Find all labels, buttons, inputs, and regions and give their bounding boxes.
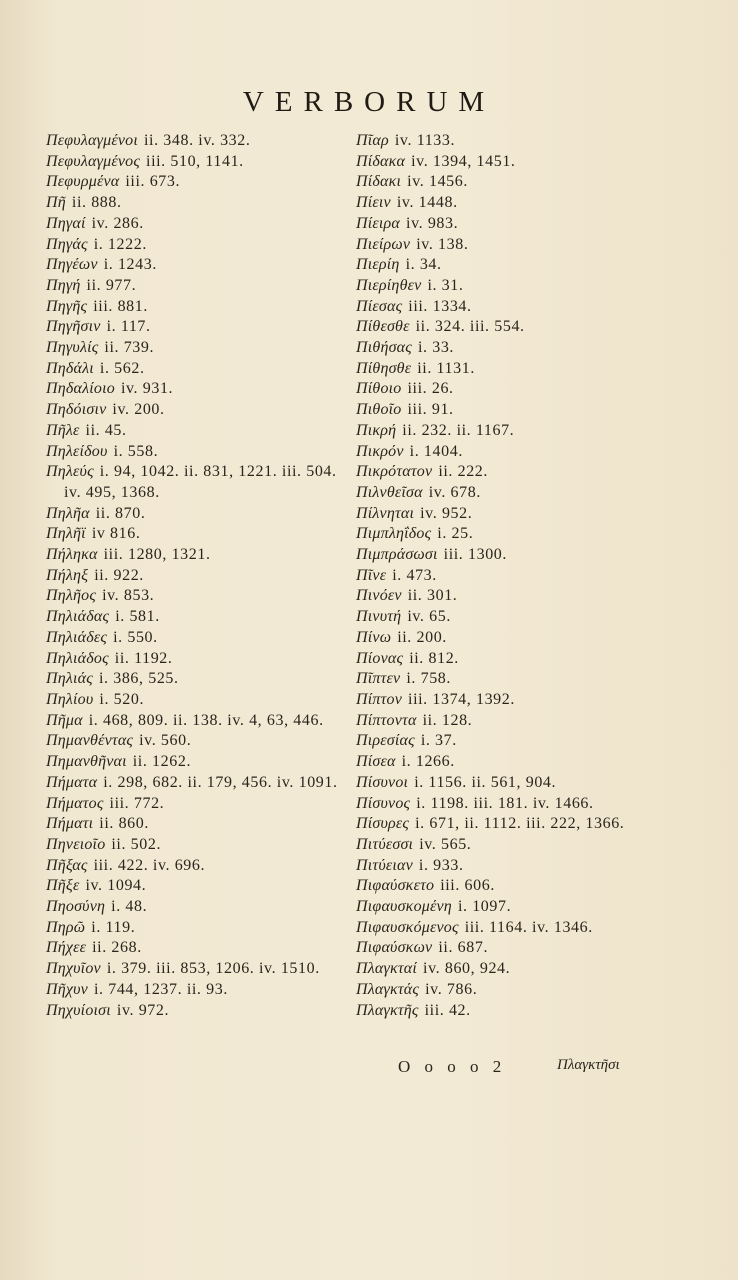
entry-references: i. 468, 809. ii. 138. iv. 4, 63, 446. [88,711,324,729]
index-entry [356,214,656,235]
index-entry [356,938,656,959]
index-entry [46,172,342,193]
entry-headword: Πίθησθε [356,359,412,377]
index-entry [356,794,656,815]
entry-references: i. 298, 682. ii. 179, 456. iv. 1091. [103,773,338,791]
entry-headword: Πήχεε [46,939,87,957]
entry-references: ii. 812. [409,649,459,667]
index-entry [356,607,656,628]
entry-references: iii. 1164. iv. 1346. [464,918,593,936]
entry-headword: Πιμπράσωσι [356,546,438,564]
index-entry [356,731,656,752]
entry-headword: Πικρή [356,421,397,439]
entry-headword: Πηγέων [46,256,98,274]
index-entry [46,959,342,980]
index-entry [356,566,656,587]
entry-headword: Πηλιάδος [46,649,109,667]
index-entry [46,524,342,545]
entry-headword: Πήματα [46,773,98,791]
index-entry [356,711,656,732]
index-entry [356,918,656,939]
entry-references: i. 386, 525. [98,670,179,688]
entry-headword: Πίλνηται [356,504,415,522]
entry-headword: Πήματι [46,815,94,833]
entry-headword: Πῆμα [46,711,83,729]
index-entry [46,255,342,276]
entry-references: i. 25. [437,525,474,543]
entry-references: i. 1097. [457,898,512,916]
index-entry [356,649,656,670]
index-entry [356,773,656,794]
index-entry [356,856,656,877]
entry-headword: Πιερίη [356,256,400,274]
index-entry [46,607,342,628]
index-entry [356,255,656,276]
entry-references: ii. 1131. [417,359,475,377]
entry-headword: Πηνειοῖο [46,835,106,853]
index-entry [356,524,656,545]
entry-references: ii. 739. [104,339,155,357]
index-entry [46,297,342,318]
entry-headword: Πλαγκτάς [356,980,420,998]
entry-references: i. 1222. [93,235,147,253]
entry-references: iii. 1374, 1392. [408,690,515,708]
entry-headword: Πεφυλαγμένος [46,152,141,170]
entry-references: ii. 870. [95,504,146,522]
entry-references: iv 816. [91,525,141,543]
entry-references: iv. 1448. [396,194,458,212]
entry-headword: Πίεσας [356,297,403,315]
index-entry [46,897,342,918]
entry-headword: Πιθοῖο [356,401,402,419]
entry-references: ii. 977. [86,276,137,294]
entry-references: ii. 128. [422,711,473,729]
entry-headword: Πίθεσθε [356,318,410,336]
entry-headword: Πιτύειαν [356,856,413,874]
index-entry [356,980,656,1001]
entry-headword: Πιφαύσκετο [356,877,435,895]
index-entry [356,462,656,483]
entry-headword: Πηγυλίς [46,339,99,357]
index-entry [46,938,342,959]
entry-references: ii. 232. ii. 1167. [402,421,515,439]
entry-headword: Πηλιάδες [46,628,108,646]
entry-headword: Πήληκα [46,546,98,564]
index-entry [356,359,656,380]
index-entry [356,814,656,835]
index-entry [356,297,656,318]
entry-headword: Πηλῆος [46,587,97,605]
entry-references: iv. 65. [407,608,451,626]
entry-headword: Πηγαί [46,214,86,232]
entry-headword: Πηχυίοισι [46,1001,111,1019]
entry-references: iii. 606. [440,877,495,895]
index-entry [46,379,342,400]
entry-references: iii. 772. [109,794,165,812]
index-entry [356,586,656,607]
entry-references: ii. 1192. [114,649,173,667]
index-column-right [356,131,656,1021]
entry-headword: Πίθοιο [356,380,402,398]
entry-headword: Πίδακι [356,173,402,191]
index-entry [46,566,342,587]
index-entry [46,442,342,463]
entry-headword: Πηλιάδας [46,608,110,626]
entry-headword: Πηγάς [46,235,88,253]
index-entry [46,193,342,214]
entry-references: iv. 983. [406,214,459,232]
entry-references: i. 33. [417,339,455,357]
entry-headword: Πηλεύς [46,463,94,481]
entry-headword: Πινόεν [356,587,402,605]
index-entry [356,545,656,566]
index-entry [46,462,342,503]
entry-references: iii. 673. [125,173,181,191]
index-entry [46,918,342,939]
index-entry [356,442,656,463]
entry-headword: Πιερίηθεν [356,276,422,294]
index-entry [356,421,656,442]
entry-references: ii. 324. iii. 554. [415,318,525,336]
entry-headword: Πικρόν [356,442,404,460]
entry-headword: Πηγῆσιν [46,318,101,336]
entry-references: iii. 1280, 1321. [103,546,211,564]
signature-mark: O o o o 2 [398,1057,507,1076]
entry-headword: Πίσυνος [356,794,411,812]
index-entry [356,172,656,193]
entry-headword: Πίσεα [356,753,396,771]
entry-headword: Πίδακα [356,152,406,170]
index-entry [356,752,656,773]
entry-headword: Πιείρων [356,235,411,253]
entry-references: iv. 972. [116,1001,170,1019]
entry-references: iii. 1334. [408,297,472,315]
entry-headword: Πηλίου [46,690,94,708]
entry-references: iv. 786. [425,980,478,998]
entry-references: iv. 138. [416,235,469,253]
index-entry [46,504,342,525]
index-entry [46,835,342,856]
index-entry [356,338,656,359]
entry-references: i. 1198. iii. 181. iv. 1466. [416,794,594,812]
index-entry [356,235,656,256]
entry-references: iv. 678. [428,483,481,501]
entry-references: i. 1404. [409,442,463,460]
index-entry [46,794,342,815]
entry-headword: Πημανθῆναι [46,753,127,771]
entry-headword: Πιθήσας [356,339,412,357]
entry-references: i. 1243. [103,256,157,274]
index-entry [46,586,342,607]
entry-headword: Πιφαυσκόμενος [356,918,459,936]
entry-headword: Πηγή [46,276,81,294]
index-entry [356,379,656,400]
entry-headword: Πηλείδου [46,442,108,460]
index-entry [356,959,656,980]
entry-references: i. 473. [392,566,437,584]
entry-references: iv. 565. [419,835,472,853]
entry-headword: Πίπτοντα [356,711,417,729]
index-entry [356,317,656,338]
entry-headword: Πῖαρ [356,132,389,149]
index-entry [356,504,656,525]
entry-headword: Πηρῶ [46,918,86,936]
entry-references: i. 758. [406,670,452,688]
index-entry [46,338,342,359]
index-entry [356,131,656,152]
entry-references: ii. 301. [407,587,458,605]
index-entry [46,752,342,773]
index-entry [46,669,342,690]
entry-references: i. 37. [420,732,457,750]
index-entry [46,152,342,173]
index-entry [46,400,342,421]
index-entry [356,690,656,711]
entry-headword: Πῆλε [46,421,80,439]
entry-references: i. 117. [106,318,151,336]
entry-headword: Πιφαύσκων [356,939,433,957]
index-entry [46,690,342,711]
entry-headword: Πεφυλαγμένοι [46,132,138,149]
index-entry [46,649,342,670]
index-entry [46,545,342,566]
entry-headword: Πῖνε [356,566,387,584]
entry-references: iv. 1456. [407,173,468,191]
entry-headword: Πηγῆς [46,297,88,315]
entry-references: ii. 502. [111,835,162,853]
index-entry [356,400,656,421]
entry-references: i. 562. [99,359,145,377]
entry-headword: Πιφαυσκομένη [356,898,452,916]
entry-headword: Πῆχυν [46,980,88,998]
entry-references: iii. 422. iv. 696. [93,856,206,874]
index-entry [46,421,342,442]
catchword: Πλαγκτῆσι [557,1057,620,1073]
entry-references: iv. 1094. [85,877,147,895]
entry-references: ii. 268. [92,939,142,957]
entry-references: iv. 1133. [394,132,456,149]
entry-references: i. 31. [427,276,464,294]
entry-references: iv. 952. [420,504,473,522]
entry-references: iv. 200. [112,401,165,419]
entry-references: iv. 286. [91,214,144,232]
entry-references: iv. 560. [139,732,192,750]
entry-references: i. 1266. [401,753,455,771]
entry-headword: Πεφυρμένα [46,173,120,191]
index-entry [356,276,656,297]
entry-references: i. 744, 1237. ii. 93. [93,980,228,998]
entry-headword: Πηλιάς [46,670,93,688]
entry-headword: Πίονας [356,649,404,667]
entry-headword: Πιτύεσσι [356,835,414,853]
entry-references: iii. 26. [407,380,454,398]
index-entry [356,669,656,690]
entry-references: ii. 888. [71,194,122,212]
entry-headword: Πηχυῖον [46,960,101,978]
index-entry [46,359,342,380]
entry-references: ii. 222. [438,463,489,481]
entry-headword: Πίειν [356,194,391,212]
entry-headword: Πηλῆα [46,504,90,522]
entry-headword: Πικρότατον [356,463,433,481]
entry-headword: Πινυτή [356,608,402,626]
entry-references: i. 933. [418,856,464,874]
running-header: VERBORUM [242,86,496,118]
entry-headword: Πιλνθεῖσα [356,483,423,501]
entry-headword: Πίσυρες [356,815,410,833]
entry-references: i. 550. [113,628,158,646]
index-entry [46,131,342,152]
entry-references: iv. 860, 924. [423,960,511,978]
index-entry [46,731,342,752]
entry-references: iii. 91. [407,401,454,419]
entry-references: ii. 200. [397,628,447,646]
index-entry [46,773,342,794]
index-entry [356,897,656,918]
entry-headword: Πιμπληΐδος [356,525,432,543]
entry-references: i. 94, 1042. ii. 831, 1221. iii. 504. iv. 495, 1368. [64,463,337,501]
index-entry [356,628,656,649]
entry-headword: Πηδαλίοιο [46,380,115,398]
entry-references: ii. 860. [99,815,149,833]
index-entry [46,276,342,297]
entry-headword: Πίειρα [356,214,401,232]
entry-references: ii. 1262. [132,753,192,771]
entry-references: iii. 881. [93,297,148,315]
entry-references: i. 671, ii. 1112. iii. 222, 1366. [415,815,625,833]
entry-headword: Πηλῆϊ [46,525,86,543]
entry-references: ii. 348. iv. 332. [143,132,251,149]
entry-references: ii. 687. [438,939,489,957]
index-entry [46,711,342,732]
entry-references: iii. 42. [424,1001,471,1019]
entry-references: iv. 931. [120,380,174,398]
entry-headword: Πηδόισιν [46,401,107,419]
entry-headword: Πήληξ [46,566,89,584]
index-entry [356,483,656,504]
entry-references: i. 581. [115,608,160,626]
index-entry [46,876,342,897]
index-entry [46,856,342,877]
entry-headword: Πῖπτεν [356,670,401,688]
entry-headword: Πηδάλι [46,359,94,377]
index-entry [46,317,342,338]
entry-headword: Πιρεσίας [356,732,415,750]
entry-references: i. 520. [99,690,145,708]
index-entry [46,1001,342,1022]
entry-headword: Πλαγκταί [356,960,418,978]
entry-references: ii. 922. [94,566,144,584]
entry-references: i. 558. [113,442,159,460]
index-entry [356,876,656,897]
entry-headword: Πηοσύνη [46,898,106,916]
index-entry [46,980,342,1001]
entry-headword: Πημανθέντας [46,732,134,750]
entry-headword: Πῆ [46,194,66,212]
index-entry [356,835,656,856]
index-entry [356,193,656,214]
entry-references: i. 34. [405,256,442,274]
entry-references: i. 119. [91,918,136,936]
index-entry [46,814,342,835]
index-entry [356,1001,656,1022]
entry-references: iv. 853. [102,587,155,605]
entry-references: iii. 1300. [443,546,507,564]
entry-references: iv. 1394, 1451. [411,152,516,170]
index-entry [46,628,342,649]
entry-headword: Πίσυνοι [356,773,409,791]
entry-headword: Πλαγκτῆς [356,1001,419,1019]
index-entry [46,214,342,235]
entry-references: ii. 45. [85,421,127,439]
entry-references: i. 379. iii. 853, 1206. iv. 1510. [106,960,320,978]
index-entry [356,152,656,173]
entry-headword: Πήματος [46,794,104,812]
entry-references: i. 48. [111,898,148,916]
entry-headword: Πῆξας [46,856,88,874]
entry-headword: Πίνω [356,628,392,646]
index-column-left [46,131,342,1021]
index-entry [46,235,342,256]
entry-headword: Πίπτον [356,690,403,708]
entry-headword: Πῆξε [46,877,80,895]
entry-references: i. 1156. ii. 561, 904. [414,773,557,791]
entry-references: iii. 510, 1141. [146,152,244,170]
